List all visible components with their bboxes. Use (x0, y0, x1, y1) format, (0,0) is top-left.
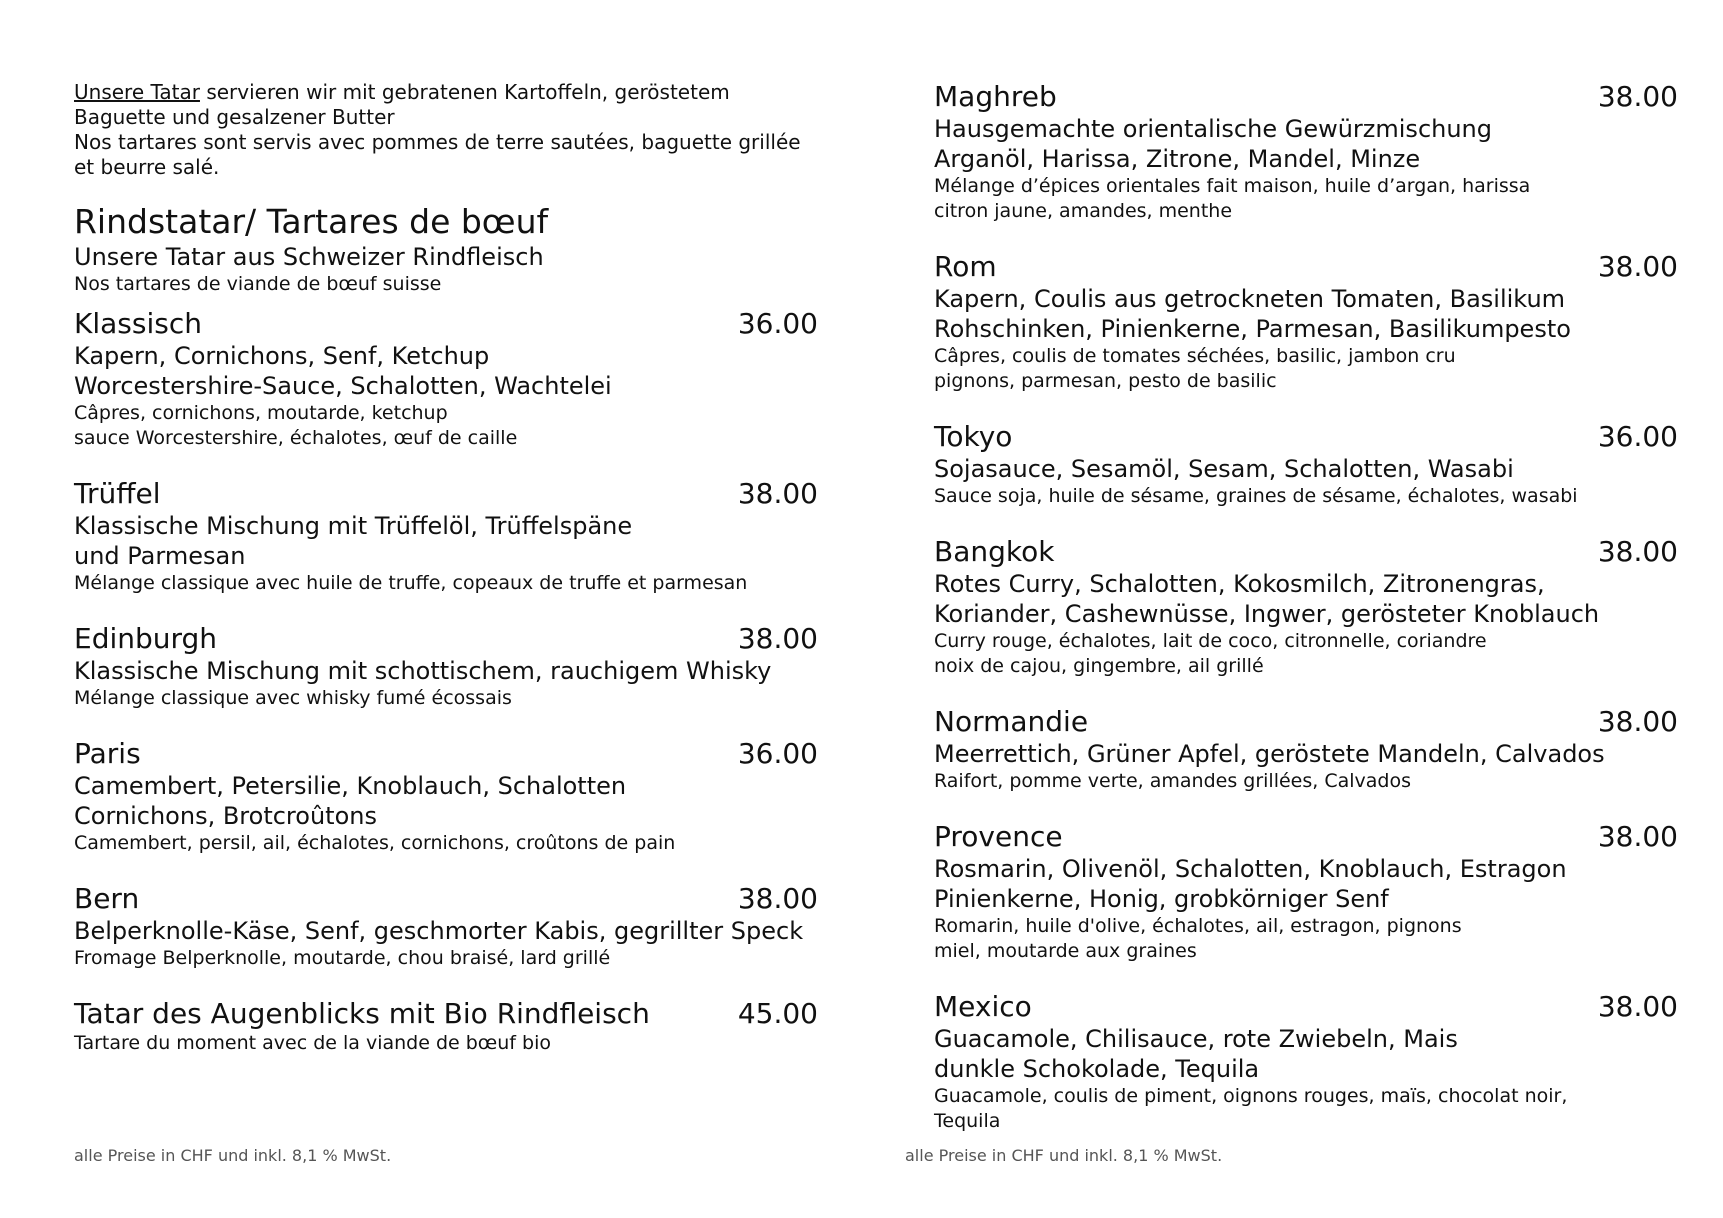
menu-item-description-de: Sojasauce, Sesamöl, Sesam, Schalotten, Wasabi (934, 455, 1514, 483)
menu-item-description-de: Klassische Mischung mit schottischem, rauchigem Whisky (74, 657, 772, 685)
menu-item-name: Bangkok (934, 535, 1055, 568)
menu-item-description-de: Guacamole, Chilisauce, rote Zwiebeln, Mais (934, 1025, 1458, 1053)
menu-item-description-de: Kapern, Coulis aus getrockneten Tomaten, Basilikum (934, 285, 1566, 313)
menu-item-header (934, 705, 1678, 739)
menu-item-description-fr: Tartare du moment avec de la viande de bœuf bio (74, 1032, 551, 1054)
menu-item-header (74, 622, 818, 656)
intro-rest-de: servieren wir mit gebratenen Kartoffeln, geröstetem (199, 80, 730, 104)
menu-item-header (74, 307, 818, 341)
menu-item-header (74, 997, 818, 1031)
menu-item-price: 36.00 (1597, 420, 1678, 453)
menu-item-name: Mexico (934, 990, 1032, 1023)
menu-item-description-de: Kapern, Cornichons, Senf, Ketchup (74, 342, 490, 370)
menu-item-price: 38.00 (1597, 820, 1678, 853)
menu-item-price: 36.00 (737, 307, 818, 340)
menu-item-description-fr: citron jaune, amandes, menthe (934, 200, 1233, 222)
menu-item-description-fr: Curry rouge, échalotes, lait de coco, citronnelle, coriandre (934, 630, 1487, 652)
menu-item-header (74, 882, 818, 916)
menu-item (74, 477, 844, 596)
menu-item (934, 420, 1679, 509)
menu-item-name: Provence (934, 820, 1063, 853)
section-subtitle-de: Unsere Tatar aus Schweizer Rindfleisch (74, 243, 544, 271)
menu-item-price: 38.00 (737, 882, 818, 915)
menu-item-description-fr: miel, moutarde aux graines (934, 940, 1197, 962)
menu-item-name: Tatar des Augenblicks mit Bio Rindfleisch (74, 997, 650, 1030)
menu-item-description-de: Rotes Curry, Schalotten, Kokosmilch, Zitronengras, (934, 570, 1545, 598)
menu-item (74, 737, 844, 856)
menu-item-description-fr: Fromage Belperknolle, moutarde, chou braisé, lard grillé (74, 947, 611, 969)
menu-item-description-de: Rohschinken, Pinienkerne, Parmesan, Basilikumpesto (934, 315, 1571, 343)
menu-item-price: 45.00 (737, 997, 818, 1030)
menu-item-header (934, 420, 1678, 454)
menu-item-description-fr: Mélange classique avec huile de truffe, copeaux de truffe et parmesan (74, 572, 748, 594)
menu-item-description-fr: Tequila (934, 1110, 1001, 1132)
menu-item-name: Trüffel (74, 477, 161, 510)
intro-line1-fr: Nos tartares sont servis avec pommes de terre sautées, baguette grillée (74, 130, 801, 154)
footer-price-note-left: alle Preise in CHF und inkl. 8,1 % MwSt. (74, 1146, 392, 1165)
menu-item-price: 38.00 (1597, 705, 1678, 738)
menu-item-price: 36.00 (737, 737, 818, 770)
menu-item-header (934, 250, 1678, 284)
right-menu-list (934, 80, 1679, 1134)
section-title: Rindstatar/ Tartares de bœuf (74, 202, 549, 241)
menu-item-header (74, 737, 818, 771)
menu-item-description-de: Klassische Mischung mit Trüffelöl, Trüffelspäne (74, 512, 633, 540)
menu-item-price: 38.00 (1597, 250, 1678, 283)
menu-item-description-de: Meerrettich, Grüner Apfel, geröstete Mandeln, Calvados (934, 740, 1605, 768)
menu-item-description-fr: Câpres, cornichons, moutarde, ketchup (74, 402, 448, 424)
menu-item-name: Paris (74, 737, 141, 770)
menu-item-price: 38.00 (1597, 990, 1678, 1023)
menu-item-price: 38.00 (1597, 80, 1678, 113)
menu-item-description-fr: Mélange d’épices orientales fait maison, huile d’argan, harissa (934, 175, 1531, 197)
menu-item-description-de: Arganöl, Harissa, Zitrone, Mandel, Minze (934, 145, 1421, 173)
menu-item-description-de: Rosmarin, Olivenöl, Schalotten, Knoblauch, Estragon (934, 855, 1567, 883)
menu-item (934, 705, 1679, 794)
menu-item-description-fr: noix de cajou, gingembre, ail grillé (934, 655, 1264, 677)
intro-underlined: Unsere Tatar (74, 80, 200, 104)
menu-item-description-de: Camembert, Petersilie, Knoblauch, Schalotten (74, 772, 627, 800)
menu-item-description-de: Cornichons, Brotcroûtons (74, 802, 377, 830)
menu-item (74, 307, 844, 451)
menu-item-name: Rom (934, 250, 997, 283)
menu-item-header (74, 477, 818, 511)
menu-item-name: Normandie (934, 705, 1089, 738)
menu-item-price: 38.00 (737, 622, 818, 655)
menu-item-header (934, 820, 1678, 854)
menu-item-description-de: Pinienkerne, Honig, grobkörniger Senf (934, 885, 1389, 913)
left-menu-list (74, 307, 844, 1056)
intro-line2-fr: et beurre salé. (74, 155, 220, 179)
menu-item-name: Tokyo (934, 420, 1013, 453)
left-column (74, 80, 844, 1082)
menu-item (934, 250, 1679, 394)
menu-item-description-de: Belperknolle-Käse, Senf, geschmorter Kabis, gegrillter Speck (74, 917, 804, 945)
menu-item-description-de: Worcestershire-Sauce, Schalotten, Wachtelei (74, 372, 612, 400)
menu-item-header (934, 990, 1678, 1024)
menu-item-price: 38.00 (737, 477, 818, 510)
menu-item-description-fr: Guacamole, coulis de piment, oignons rouges, maïs, chocolat noir, (934, 1085, 1568, 1107)
right-column (934, 80, 1679, 1160)
menu-item (934, 535, 1679, 679)
menu-item-header (934, 80, 1678, 114)
menu-item-description-fr: Sauce soja, huile de sésame, graines de sésame, échalotes, wasabi (934, 485, 1578, 507)
menu-item-header (934, 535, 1678, 569)
menu-item-description-fr: Camembert, persil, ail, échalotes, cornichons, croûtons de pain (74, 832, 676, 854)
menu-item-name: Bern (74, 882, 140, 915)
intro-line2-de: Baguette und gesalzener Butter (74, 105, 395, 129)
menu-item (934, 990, 1679, 1134)
section-subtitle-fr: Nos tartares de viande de bœuf suisse (74, 273, 442, 295)
menu-item-name: Edinburgh (74, 622, 218, 655)
menu-item (934, 820, 1679, 964)
menu-item (74, 622, 844, 711)
menu-item-description-de: Hausgemachte orientalische Gewürzmischung (934, 115, 1492, 143)
menu-item-name: Maghreb (934, 80, 1057, 113)
intro-text (74, 80, 844, 180)
menu-item-description-de: Koriander, Cashewnüsse, Ingwer, gerösteter Knoblauch (934, 600, 1600, 628)
menu-item (74, 997, 844, 1056)
menu-item (74, 882, 844, 971)
menu-item-description-fr: Romarin, huile d'olive, échalotes, ail, estragon, pignons (934, 915, 1462, 937)
menu-item-description-de: dunkle Schokolade, Tequila (934, 1055, 1260, 1083)
menu-item-description-fr: sauce Worcestershire, échalotes, œuf de caille (74, 427, 518, 449)
menu-item-description-fr: Raifort, pomme verte, amandes grillées, Calvados (934, 770, 1412, 792)
menu-item-name: Klassisch (74, 307, 202, 340)
menu-item-description-fr: Câpres, coulis de tomates séchées, basilic, jambon cru (934, 345, 1456, 367)
menu-item-description-fr: pignons, parmesan, pesto de basilic (934, 370, 1277, 392)
menu-item-price: 38.00 (1597, 535, 1678, 568)
footer-price-note-right: alle Preise in CHF und inkl. 8,1 % MwSt. (905, 1146, 1223, 1165)
menu-item (934, 80, 1679, 224)
menu-item-description-fr: Mélange classique avec whisky fumé écossais (74, 687, 512, 709)
menu-item-description-de: und Parmesan (74, 542, 246, 570)
